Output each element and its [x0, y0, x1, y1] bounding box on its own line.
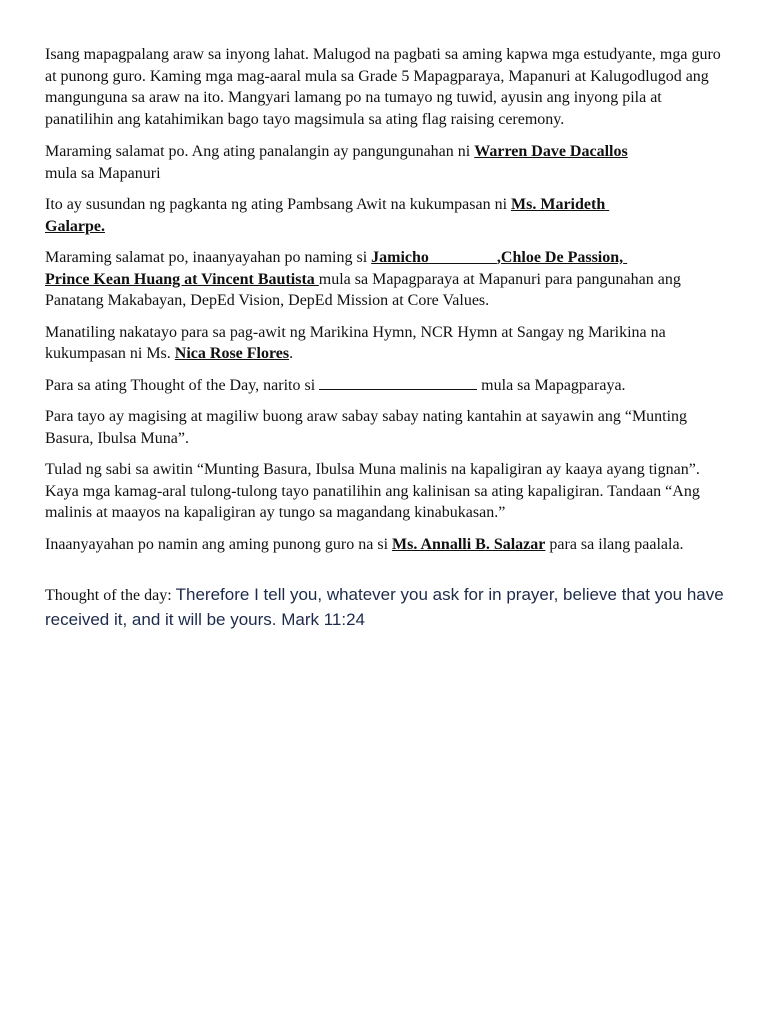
- prayer-paragraph: [45, 141, 725, 184]
- thought-intro-paragraph: [45, 375, 725, 397]
- cleanliness-paragraph: Tulad ng sabi sa awitin “Munting Basura, Ibulsa Muna malinis na kapaligiran ay kaaya ayang tignan”. Kaya mga kamag-aral tulong-tulong tayo panatilihin ang kalinisan sa ating kapaligiran. Tandaan “Ang malinis at maayos na kapaligiran ay tungo sa magandang kinabukasan.”: [45, 461, 700, 521]
- thought-intro-post: mula sa Mapagparaya.: [477, 376, 626, 394]
- pledge-leader-name-2: ,Chloe De Passion,: [496, 249, 624, 266]
- song-paragraph: Para tayo ay magising at magiliw buong araw sabay sabay nating kantahin at sayawin ang “Munting Basura, Ibulsa Muna”.: [45, 408, 688, 447]
- thought-of-the-day: [45, 583, 725, 633]
- principal-text: Inaanyayahan po namin ang aming punong guro na si: [45, 535, 393, 553]
- anthem-conductor-surname: Galarpe.: [45, 217, 105, 235]
- hymn-conductor-name: Nica Rose Flores: [174, 345, 290, 362]
- prayer-section: mula sa Mapanuri: [45, 164, 161, 182]
- pledge-leader-name-1: Jamicho: [371, 249, 429, 266]
- thought-label: Thought of the day:: [45, 587, 176, 604]
- principal-post-text: para sa ilang paalala.: [545, 535, 684, 553]
- document-page: [45, 44, 725, 643]
- opening-paragraph: Isang mapagpalang araw sa inyong lahat. Malugod na pagbati sa aming kapwa mga estudyante, mga guro at punong guro. Kaming mga mag-aaral mula sa Grade 5 Mapagparaya, Mapanuri at Kalugodlugod ang mangunguna sa araw na ito. Mangyari lamang po na tumayo ng tuwid, ayusin ang inyong pila at panatilihin ang katahimikan bago tayo magsimula sa ating flag raising ceremony.: [45, 46, 721, 128]
- prayer-text: Maraming salamat po. Ang ating panalangin ay pangungunahan ni: [45, 143, 475, 160]
- pledge-paragraph: [45, 247, 725, 312]
- anthem-paragraph: [45, 194, 725, 237]
- thought-verse: Therefore I tell you, whatever you ask for in prayer, believe that you have received it, and it will be yours.: [45, 585, 724, 629]
- prayer-leader-name: Warren Dave Dacallos: [474, 143, 628, 160]
- hymn-paragraph: [45, 322, 725, 365]
- pledge-text: Maraming salamat po, inaanyayahan po naming si: [45, 249, 372, 266]
- pledge-leader-name-3: Prince Kean Huang at Vincent Bautista: [45, 270, 319, 288]
- hymn-period: .: [289, 345, 294, 362]
- principal-name: Ms. Annalli B. Salazar: [392, 535, 546, 553]
- thought-reference: Mark 11:24: [276, 610, 366, 629]
- anthem-text: Ito ay susundan ng pagkanta ng ating Pambsang Awit na kukumpasan ni: [45, 196, 512, 213]
- anthem-conductor-name: Ms. Marideth: [511, 196, 606, 213]
- principal-paragraph: [45, 534, 725, 556]
- pledge-post-text: mula sa Mapagparaya at Mapanuri para pangunahan ang Panatang Makabayan, DepEd Vision, DepEd Mission at Core Values.: [45, 270, 681, 309]
- name-blank-line: [319, 375, 477, 390]
- thought-intro-text: Para sa ating Thought of the Day, narito si: [45, 376, 320, 394]
- hymn-text: Manatiling nakatayo para sa pag-awit ng Marikina Hymn, NCR Hymn at Sangay ng Marikina na kukumpasan ni Ms.: [45, 323, 666, 362]
